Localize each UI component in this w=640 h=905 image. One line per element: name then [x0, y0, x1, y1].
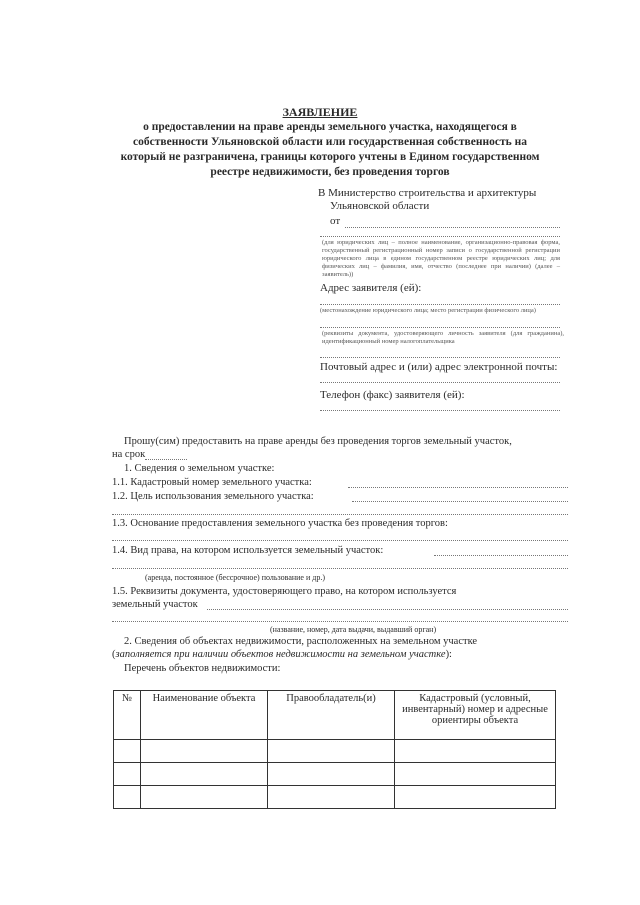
document-details-field[interactable]: [207, 609, 568, 610]
table-cell[interactable]: [395, 740, 556, 763]
page-title: ЗАЯВЛЕНИЕ: [282, 105, 358, 119]
table-cell[interactable]: [114, 763, 141, 786]
applicant-note: (для юридических лиц – полное наименование, организационно-правовая форма, государственный регистрационный номер записи о государственной регистрации юридического лица в едином государственном реестре юридических лиц; для физических лиц – фамилия, имя, отчество (последнее при наличии) (далее – заявитель)): [322, 239, 560, 278]
table-cell[interactable]: [395, 786, 556, 809]
request-line: Прошу(сим) предоставить на праве аренды без проведения торгов земельный участок,: [124, 436, 512, 447]
table-row: [114, 740, 556, 763]
real-estate-objects-table: [113, 690, 556, 809]
cadastral-number-field[interactable]: [348, 487, 568, 488]
item-1-5-b: земельный участок: [112, 599, 198, 610]
item-2-note: [112, 649, 452, 660]
item-1-2: 1.2. Цель использования земельного участка:: [112, 491, 314, 502]
item-1-5: 1.5. Реквизиты документа, удостоверяющего право, на котором используется: [112, 586, 457, 597]
table-cell[interactable]: [268, 740, 395, 763]
item-1: 1. Сведения о земельном участке:: [124, 463, 275, 474]
phone-field[interactable]: [320, 410, 560, 411]
right-type-field[interactable]: [434, 555, 568, 556]
item-1-4: 1.4. Вид права, на котором используется земельный участок:: [112, 545, 384, 556]
purpose-field[interactable]: [352, 501, 568, 502]
table-cell[interactable]: [114, 786, 141, 809]
from-field[interactable]: [345, 227, 560, 228]
postal-label: Почтовый адрес и (или) адрес электронной почты:: [320, 361, 558, 373]
phone-label: Телефон (факс) заявителя (ей):: [320, 389, 465, 401]
header-object-name: Наименование объекта: [141, 691, 268, 740]
table-cell[interactable]: [141, 763, 268, 786]
table-cell[interactable]: [141, 740, 268, 763]
ministry-line-2: Ульяновской области: [330, 200, 430, 212]
table-row: [114, 763, 556, 786]
ministry-line-1: В Министерство строительства и архитектуры: [318, 187, 537, 199]
term-field[interactable]: [145, 459, 187, 460]
item-2-list-heading: Перечень объектов недвижимости:: [124, 663, 281, 674]
basis-field[interactable]: [112, 540, 568, 541]
item-2: 2. Сведения об объектах недвижимости, расположенных на земельном участке: [124, 636, 478, 647]
document-details-note: (название, номер, дата выдачи, выдавший орган): [270, 625, 437, 634]
extra-field[interactable]: [320, 357, 560, 358]
table-cell[interactable]: [114, 740, 141, 763]
table-cell[interactable]: [141, 786, 268, 809]
document-subtitle: о предоставлении на праве аренды земельного участка, находящегося в собственности Ульяновской области или государственная собственность на который не разграничена, границы которого учтены в Едином государственном реестре недвижимости, без проведения торгов: [120, 121, 540, 178]
document-note: (реквизиты документа, удостоверяющего личность заявителя (для гражданина), идентификационный номер налогоплательщика: [322, 330, 564, 345]
document-field[interactable]: [320, 327, 560, 328]
table-header-row: [114, 691, 556, 740]
address-note: (местонахождение юридического лица; место регистрации физического лица): [320, 307, 536, 314]
item-1-3: 1.3. Основание предоставления земельного участка без проведения торгов:: [112, 518, 448, 529]
table-cell[interactable]: [268, 763, 395, 786]
table-row: [114, 786, 556, 809]
table-cell[interactable]: [395, 763, 556, 786]
from-field-2[interactable]: [320, 236, 560, 237]
purpose-field-2[interactable]: [112, 514, 568, 515]
header-cadastral: Кадастровый (условный, инвентарный) номер и адресные ориентиры объекта: [395, 691, 556, 740]
header-number: №: [114, 691, 141, 740]
right-type-note: (аренда, постоянное (бессрочное) пользование и др.): [145, 573, 325, 582]
right-type-field-2[interactable]: [112, 568, 568, 569]
item-2-italic: заполняется при наличии объектов недвижимости на земельном участке: [115, 649, 446, 660]
from-label: от: [330, 215, 341, 227]
address-field[interactable]: [320, 304, 560, 305]
table-cell[interactable]: [268, 786, 395, 809]
item-2-paren-close: ):: [445, 649, 452, 660]
item-2-paren-open: (: [112, 649, 116, 660]
item-1-1: 1.1. Кадастровый номер земельного участка:: [112, 477, 312, 488]
applicant-address-label: Адрес заявителя (ей):: [320, 282, 422, 294]
postal-field[interactable]: [320, 382, 560, 383]
header-rightholders: Правообладатель(и): [268, 691, 395, 740]
document-details-field-2[interactable]: [112, 621, 568, 622]
request-term-label: на срок: [112, 449, 146, 460]
